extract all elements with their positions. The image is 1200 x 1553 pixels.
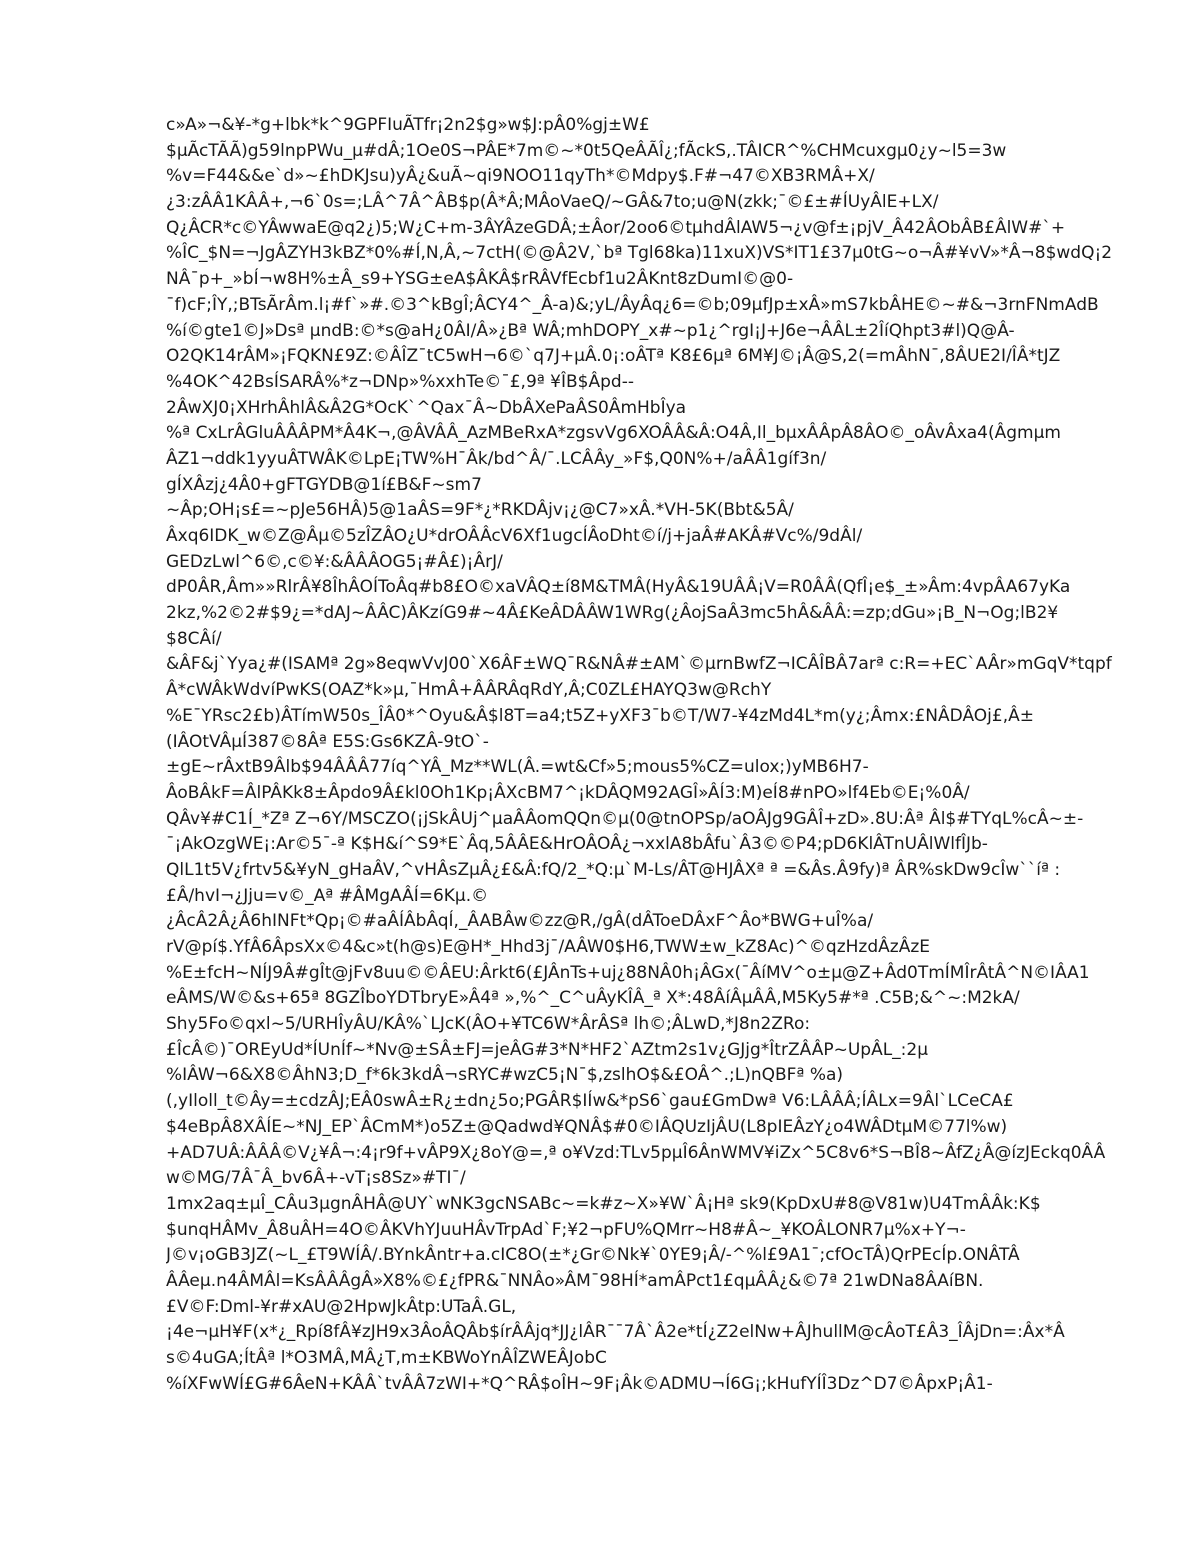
text-line: %í©gte1©J»Dsª µndB:©*s@aH¿0ÂI/Â»¿Bª WÂ;mhDOPY_x#~p1¿^rgI¡J+J6e¬ÂÂL±2ÎíQhpt3#l)Q@Â- — [166, 320, 1015, 341]
text-line: %ª CxLrÂGluÂÂÂPM*Â4K¬,@ÂVÂÂ_AzMBeRxA*zgsvVg6XOÂÂ&Â:O4Â,Il_bµxÂÂpÂ8ÂO©_oÂvÂxa4(Âgmµm — [166, 423, 1061, 444]
text-line: O2QK14rÂM»¡FQKN£9Z:©ÂÎZ¯tC5wH¬6©`q7J+µÂ.0¡:oÂTª K8£6µª 6M¥J©¡Â@S,2(=mÂhN¯,8ÂUE2I/ÎÂ*tJZ — [166, 346, 1061, 367]
text-line: $8CÂí/ — [166, 628, 222, 649]
text-line: gÍXÂzj¿4Â0+gFTGYDB@1í£B&F~sm7 — [166, 474, 482, 495]
text-line: ¿3:zÂÂ1KÂÂ+,¬6`0s=;LÂ^7Â^ÂB$p(Â*Â;MÂoVaeQ/~GÂ&7to;u@N(zkk;¯©£±#ÍUyÂlE+LX/ — [166, 192, 939, 213]
text-line: £V©F:Dml-¥r#xAU@2HpwJkÂtp:UTaÂ.GL, — [166, 1296, 517, 1317]
text-line: &ÂF&j`Yya¿#(ISAMª 2g»8eqwVvJ00`X6ÂF±WQ¯R&NÂ#±AM`©µrnBwfZ¬ICÂÎBÂ7arª c:R=+EC`AÂr»mGqV*tqpf — [166, 654, 1112, 675]
text-line: ¯¡AkOzgWE¡:Ar©5¯-ª K$H&í^S9*E`Âq,5ÂÂE&HrOÂOÂ¿¬xxlA8bÂfu`Â3©©P4;pD6KlÂTnUÂlWlfÎJb- — [166, 834, 988, 855]
text-line: GEDzLwl^6©,c©¥:&ÂÂÂOG5¡#Â£)¡ÂrJ/ — [166, 551, 503, 572]
text-line: 1mx2aq±µÎ_CÂu3µgnÂHÂ@UY`wNK3gcNSABc~=k#z~X»¥W`Â¡Hª sk9(KpDxU#8@V81w)U4TmÂÂk:K$ — [166, 1193, 1041, 1214]
text-line: Shy5Fo©qxl~5/URHÎyÂU/KÂ%`LJcK(ÂO+¥TC6W*ÂrÂSª lh©;ÂLwD,*J8n2ZRo: — [166, 1014, 811, 1035]
text-line: rV@pí$.YfÂ6ÂpsXx©4&c»t(h@s)E@H*_Hhd3j¯/AÂW0$H6,TWW±w_kZ8Ac)^©qzHzdÂzÂzE — [166, 937, 930, 957]
text-line: %4OK^42BsÍSARÂ%*z¬DNp»%xxhTe©¯£,9ª ¥ÎB$Âpd-- — [166, 371, 634, 392]
text-line: ÂZ1¬ddk1yyuÂTWÂK©LpE¡TW%H¯Âk/bd^Â/¯.LCÂÂy_»F$,Q0N%+/aÂÂ1gíf3n/ — [166, 448, 827, 469]
text-line: c»A»¬&¥-*g+lbk*k^9GPFIuÃTfr¡2n2$g»w$J:pÂ0%gj±W£ — [166, 115, 650, 135]
text-line: w©MG/7Â¯Â_bv6Â+-vT¡s8Sz»#TI¯/ — [166, 1168, 466, 1189]
text-line: %ÎC_$N=¬JgÂZYH3kBZ*0%#Í,N,Â,~7ctH(©@Â2V,`bª Tgl68ka)11xuX)VS*IT1£37µ0tG~o¬Â#¥vV»*Â¬8$wdQ¡2 — [166, 243, 1113, 264]
text-line: $unqHÂMv_Â8uÂH=4O©ÂKVhYJuuHÂvTrpAd`F;¥2¬pFU%QMrr~H8#Â~_¥KOÂLONR7µ%x+Y¬- — [166, 1219, 966, 1240]
text-line: eÂMS/W©&s+65ª 8GZÎboYDTbryE»Â4ª »,%^_C^uÂyKÎÂ_ª X*:48ÂíÂµÂÂ,M5Ky5#*ª .C5B;&^~:M2kA/ — [166, 988, 1020, 1009]
text-line: 2kz,%2©2#$9¿=*dAJ~ÂÂC)ÂKzíG9#~4Â£KeÂDÂÂW1WRg(¿ÂojSaÂ3mc5hÂ&ÂÂ:=zp;dGu»¡B_N¬Og;lB2¥ — [166, 603, 1059, 624]
text-line: £Â/hvI¬¿Jju=v©_Aª #ÂMgAÂÍ=6Kµ.© — [166, 885, 489, 906]
text-line: QÂv¥#C1Í_*Zª Z¬6Y/MSCZO(¡jSkÂUj^µaÂÂomQQn©µ(0@tnOPSp/aOÂJg9GÂÎ+zD».8U:Âª Âl$#TYqL%cÂ~±- — [166, 808, 1084, 829]
text-line: s©4uGA;ÍtÂª l*O3MÂ,MÂ¿T,m±KBWoYnÂÎZWEÂJobC — [166, 1348, 607, 1368]
text-line: ±gE~rÂxtB9Âlb$94ÂÂÂ77íq^YÂ_Mz**WL(Â.=wt&Cf»5;mous5%CZ=ulox;)yMB6H7- — [166, 757, 869, 778]
text-line: NÂ¯p+_»bÍ¬w8H%±Â_s9+YSG±eA$ÂKÂ$rRÂVfEcbf1u2ÂKnt8zDumI©@0- — [166, 269, 794, 290]
text-line: $µÃcTÃÃ)g59lnpPWu_µ#dÂ;1Oe0S¬PÂE*7m©~*0t5QeÂÃÎ¿;fÃckS,.TÂICR^%CHMcuxgµ0¿y~l5=3w — [166, 140, 1007, 161]
text-line: ¡4e¬µH¥F(x*¿_Rpí8fÂ¥zJH9x3ÂoÂQÂb$írÂÂjq*JJ¿lÂR¯¯7Â`Â2e*tÍ¿Z2elNw+ÂJhullM@cÂoT£Â3_ÎÂjDn=:Âx*Â — [166, 1322, 1065, 1343]
text-line: %E¯YRsc2£b)ÂTímW50s_ÎÂ0*^Oyu&Â$l8T=a4;t5Z+yXF3¯b©T/W7-¥4zMd4L*m(y¿;Âmx:£NÂDÂOj£,Â± — [166, 705, 1034, 726]
document-body — [166, 113, 1126, 1397]
text-line: (,yIloll_t©Ây=±cdzÂJ;EÂ0swÂ±R¿±dn¿5o;PGÂR$IÍw&*pS6`gau£GmDwª V6:LÂÂÂ;ÍÂLx=9Âl`LCeCA£ — [166, 1091, 1014, 1112]
text-line: %IÂW¬6&X8©ÂhN3;D_f*6k3kdÂ¬sRYC#wzC5¡N¯$,zslhO$&£OÂ^.;L)nQBFª %a) — [166, 1065, 844, 1086]
text-line: Âxq6IDK_w©Z@Âµ©5zÎZÂO¿U*drOÂÂcV6Xf1ugcÍÂoDht©í/j+jaÂ#AKÂ#Vc%/9dÂl/ — [166, 526, 863, 546]
text-line: %íXFwWÍ£G#6ÂeN+KÂÂ`tvÂÂ7zWI+*Q^RÂ$oÎH~9F¡Âk©ADMU¬Í6G¡;kHufYÍÎ3Dz^D7©ÂpxP¡Â1- — [166, 1373, 993, 1394]
text-line: Q¿ÂCR*c©YÂwwaE@q2¿)5;W¿C+m-3ÂYÂzeGDÂ;±Âor/2oo6©tµhdÂlAW5¬¿v@f±¡pjV_Â42ÂObÂB£ÂlW#`+ — [166, 217, 1066, 238]
text-line: (IÂOtVÂµÍ387©8Âª E5S:Gs6KZÂ-9tO`- — [166, 731, 489, 752]
text-line: £ÎcÂ©)¯OREyUd*ÍUnÍf~*Nv@±SÂ±FJ=jeÂG#3*N*HF2`AZtm2s1v¿GJjg*ÎtrZÂÂP~UpÂL_:2µ — [166, 1039, 929, 1060]
text-line: QlL1t5V¿frtv5&¥yN_gHaÂV,^vHÂsZµÂ¿£&Â:fQ/2_*Q:µ`M-Ls/ÂT@HJÂXª ª =&Âs.Â9fy)ª ÂR%skDw9cÎw``íª : — [166, 859, 1061, 880]
text-line: +AD7UÂ:ÂÂÂ©V¿¥Â¬:4¡r9f+vÂP9X¿8oY@=,ª o¥Vzd:TLv5pµÎ6ÂnWMV¥iZx^5C8v6*S¬BÎ8~ÂfZ¿Â@ízJEckq0ÂÂ — [166, 1142, 1106, 1163]
text-line: dP0ÂR,Âm»»RlrÂ¥8ÎhÂOÍToÂq#b8£O©xaVÂQ±í8M&TMÂ(HyÂ&19UÂÂ¡V=R0ÂÂ(QfÎ¡e$_±»Âm:4vpÂA67yKa — [166, 577, 1071, 598]
text-line: ¿ÂcÂ2Â¿Â6hINFt*Qp¡©#aÂÍÂbÂqÍ,_ÂABÂw©zz@R,/gÂ(dÂToeDÂxF^Âo*BWG+uÎ%a/ — [166, 911, 874, 932]
text-line: 2ÂwXJ0¡XHrhÂhlÂ&Â2G*OcK`^Qax¯Â~DbÂXePaÂS0ÂmHbÎya — [166, 397, 687, 418]
text-line: Â*cWÂkWdvíPwKS(OAZ*k»µ,¯HmÂ+ÂÂRÂqRdY,Â;C0ZL£HAYQ3w@RchY — [166, 680, 772, 701]
text-line: ÂÂeµ.n4ÂMÂl=KsÂÂÂgÂ»X8%©£¿fPR&¯NNÂo»ÂM¯98HÍ*amÂPct1£qµÂÂ¿&©7ª 21wDNa8ÂAíBN. — [166, 1270, 984, 1291]
text-line: %v=F44&&e`d»~£hDKJsu)yÂ¿&uÃ~qi9NOO11qyTh*©Mdpy$.F#¬47©XB3RMÂ+X/ — [166, 166, 875, 187]
text-line: $4eBpÂ8XÂÍE~*NJ_EP`ÂCmM*)o5Z±@Qadwd¥QNÂ$#0©IÂQUzIjÂU(L8pIEÂzY¿o4WÂDtµM©77l%w) — [166, 1116, 1008, 1137]
text-line: J©v¡oGB3JZ(~L_£T9WÍÂ/.BYnkÂntr+a.cIC8O(±*¿Gr©Nk¥`0YE9¡Â/-^%l£9A1¯;cfOcTÂ)QrPEcÍp.ONÂTÂ — [166, 1245, 1020, 1266]
text-line: ¯f)cF;ÎY,;BTsÃrÂm.l¡#f`»#.©3^kBgÎ;ÂCY4^_Â-a)&;yL/ÂyÂq¿6=©b;09µfJp±xÂ»mS7kbÂHE©~#&¬3rnFNmAdB — [166, 294, 1099, 315]
text-line: %E±fcH~NÍJ9Â#gÎt@jFv8uu©©ÂEU:Ârkt6(£JÂnTs+uj¿88NÂ0h¡ÂGx(¯ÂíMV^o±µ@Z+Âd0TmÍMÎrÂtÂ^N©IÂA1 — [166, 962, 1090, 983]
text-line: ÂoBÂkF=ÂlPÂKk8±Âpdo9Â£kl0Oh1Kp¡ÂXcBM7^¡kDÂQM92AGÎ»ÂÍ3:M)eÍ8#nPO»lf4Eb©E¡%0Â/ — [166, 782, 970, 803]
text-line: ~Âp;OH¡s£=~pJe56HÂ)5@1aÂS=9F*¿*RKDÂjv¡¿@C7»xÂ.*VH-5K(Bbt&5Â/ — [166, 500, 794, 521]
